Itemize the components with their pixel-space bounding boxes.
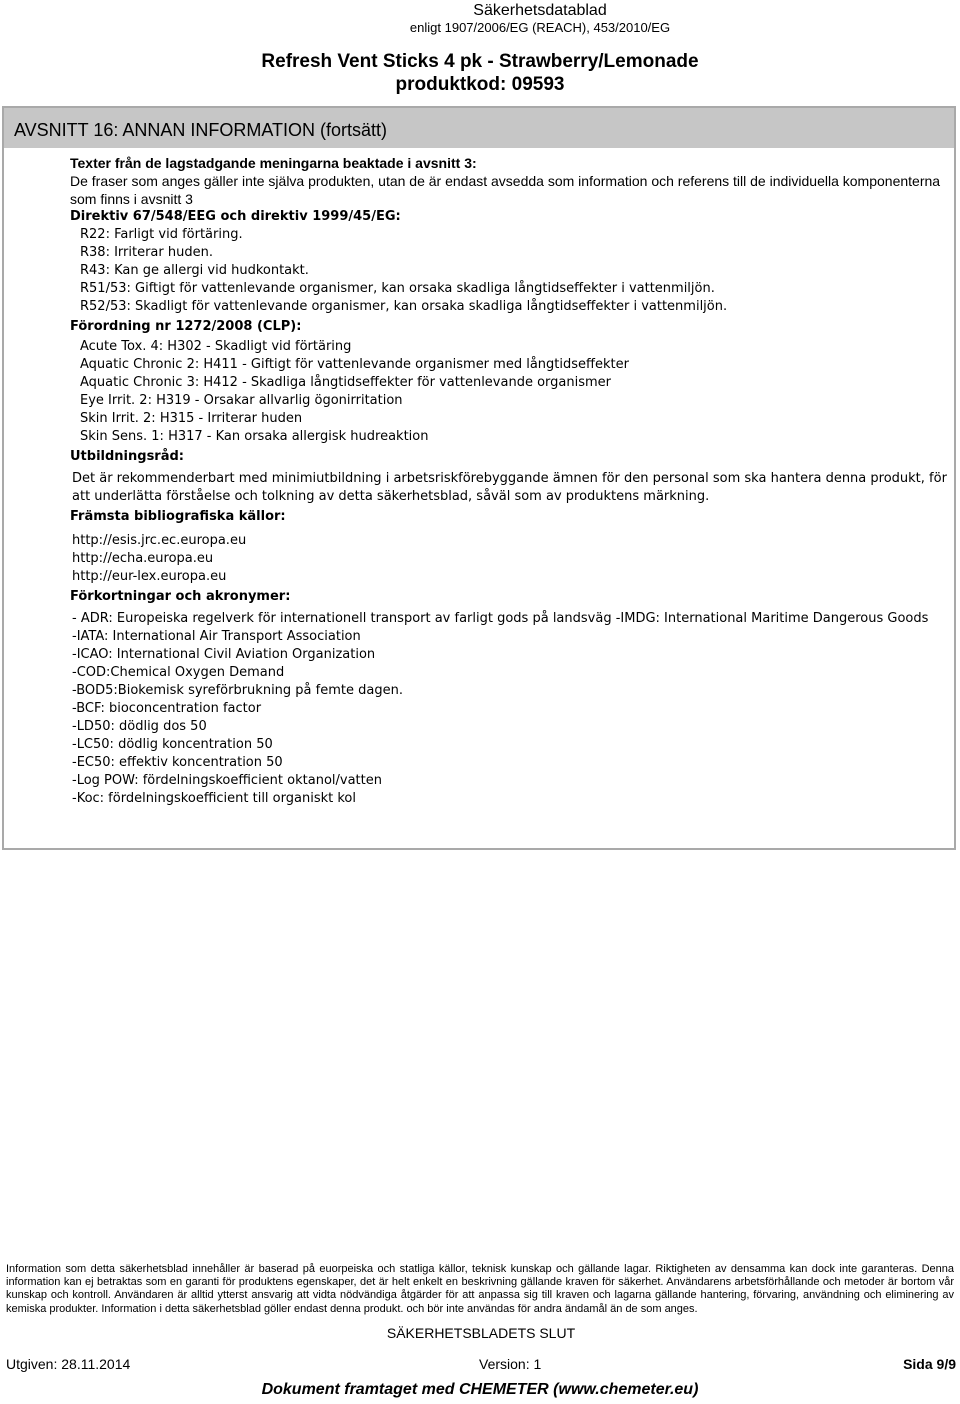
source-link[interactable]: http://eur-lex.europa.eu — [72, 569, 227, 584]
sources-heading: Främsta bibliografiska källor: — [70, 509, 286, 524]
abbreviation-item: -IATA: International Air Transport Association — [72, 629, 361, 644]
abbreviation-item: - ADR: Europeiska regelverk för internationell transport av farligt gods på landsväg -IMDG: International Maritime Dangerous Goods — [72, 611, 929, 626]
training-text: Det är rekommenderbart med minimiutbildning i arbetsriskförebyggande ämnen för den personal som ska hantera denna produkt, för att underlätta förståelse och tolkning av detta säkerhetsblad, såväl som av produktens märkning. — [72, 471, 947, 504]
issue-date: Utgiven: 28.11.2014 — [6, 1356, 131, 1372]
abbreviations-heading: Förkortningar och akronymer: — [70, 589, 291, 604]
abbreviation-item: -Koc: fördelningskoefficient till organiskt kol — [72, 791, 356, 806]
regulation-reference: enligt 1907/2006/EG (REACH), 453/2010/EG — [409, 20, 671, 35]
abbreviation-item: -Log POW: fördelningskoefficient oktanol/vatten — [72, 773, 382, 788]
version: Version: 1 — [479, 1356, 542, 1372]
h-phrase: Acute Tox. 4: H302 - Skadligt vid förtäring — [80, 339, 352, 354]
generator-credit: Dokument framtaget med CHEMETER (www.chemeter.eu) — [261, 1381, 699, 1398]
r-phrase: R38: Irriterar huden. — [80, 245, 213, 260]
r-phrase: R43: Kan ge allergi vid hudkontakt. — [80, 263, 309, 278]
page-number: Sida 9/9 — [903, 1356, 956, 1372]
texts-heading: Texter från de lagstadgande meningarna beaktade i avsnitt 3: — [70, 155, 477, 171]
abbreviation-item: -LC50: dödlig koncentration 50 — [72, 737, 273, 752]
disclaimer: Information som detta säkerhetsblad innehåller är baserad på euorpeiska och statliga källor, teknisk kunskap och gällande lagar. Riktigheten av densamma kan dock inte garanteras. Denna information kan ej betraktas som en garanti för produktens egenskaper, det är helt enkelt en beskrivning gällande kraven för säkerhet. Användarens arbetsförhållande och metoder är bortom vår kunskap och kontroll. Användaren är alltid ytterst ansvarig att vidta nödvändiga åtgärder för att anpassa sig till kraven och lagarna gällande hantering, förvaring, användning och eliminering av kemiska produkter. Information i detta säkerhetsblad göller endast denna produkt. och bör inte användas för andra ändamål än de som anges. — [6, 1263, 954, 1315]
section-16 — [2, 106, 956, 850]
h-phrase: Skin Sens. 1: H317 - Kan orsaka allergisk hudreaktion — [80, 429, 429, 444]
training-heading: Utbildningsråd: — [70, 449, 184, 464]
h-phrase: Eye Irrit. 2: H319 - Orsakar allvarlig ögonirritation — [80, 393, 403, 408]
h-phrase-list — [72, 338, 948, 446]
clp-heading: Förordning nr 1272/2008 (CLP): — [70, 319, 302, 334]
h-phrase: Aquatic Chronic 2: H411 - Giftigt för vattenlevande organismer med långtidseffekter — [80, 357, 629, 372]
r-phrase: R52/53: Skadligt för vattenlevande organismer, kan orsaka skadliga långtidseffekter i vattenmiljön. — [80, 299, 728, 314]
section-title: AVSNITT 16: ANNAN INFORMATION (fortsätt) — [4, 108, 954, 148]
sources-list — [72, 532, 948, 586]
abbreviation-item: -ICAO: International Civil Aviation Organization — [72, 647, 376, 662]
h-phrase: Aquatic Chronic 3: H412 - Skadliga långtidseffekter för vattenlevande organismer — [80, 375, 612, 390]
product-title — [180, 50, 780, 96]
r-phrase-list — [72, 226, 948, 316]
texts-description: De fraser som anges gäller inte själva produkten, utan de är endast avsedda som information och referens till de individuella komponenterna som finns i avsnitt 3 — [70, 173, 941, 207]
r-phrase: R22: Farligt vid förtäring. — [80, 227, 243, 242]
document-type: Säkerhetsdatablad — [473, 2, 607, 19]
abbreviation-item: -BCF: bioconcentration factor — [72, 701, 262, 716]
page-footer — [6, 1356, 956, 1376]
r-phrase: R51/53: Giftigt för vattenlevande organismer, kan orsaka skadliga långtidseffekter i vattenmiljön. — [80, 281, 715, 296]
source-link[interactable]: http://echa.europa.eu — [72, 551, 214, 566]
abbreviation-item: -BOD5:Biokemisk syreförbrukning på femte dagen. — [72, 683, 403, 698]
product-name: Refresh Vent Sticks 4 pk - Strawberry/Lemonade — [261, 51, 699, 72]
abbreviations-list — [72, 610, 948, 808]
source-link[interactable]: http://esis.jrc.ec.europa.eu — [72, 533, 247, 548]
abbreviation-item: -COD:Chemical Oxygen Demand — [72, 665, 285, 680]
end-mark: SÄKERHETSBLADETS SLUT — [386, 1325, 576, 1341]
directive-heading: Direktiv 67/548/EEG och direktiv 1999/45/EG: — [70, 209, 401, 224]
section-content — [72, 154, 948, 808]
abbreviation-item: -EC50: effektiv koncentration 50 — [72, 755, 283, 770]
h-phrase: Skin Irrit. 2: H315 - Irriterar huden — [80, 411, 303, 426]
abbreviation-item: -LD50: dödlig dos 50 — [72, 719, 207, 734]
product-code: produktkod: 09593 — [395, 74, 565, 95]
